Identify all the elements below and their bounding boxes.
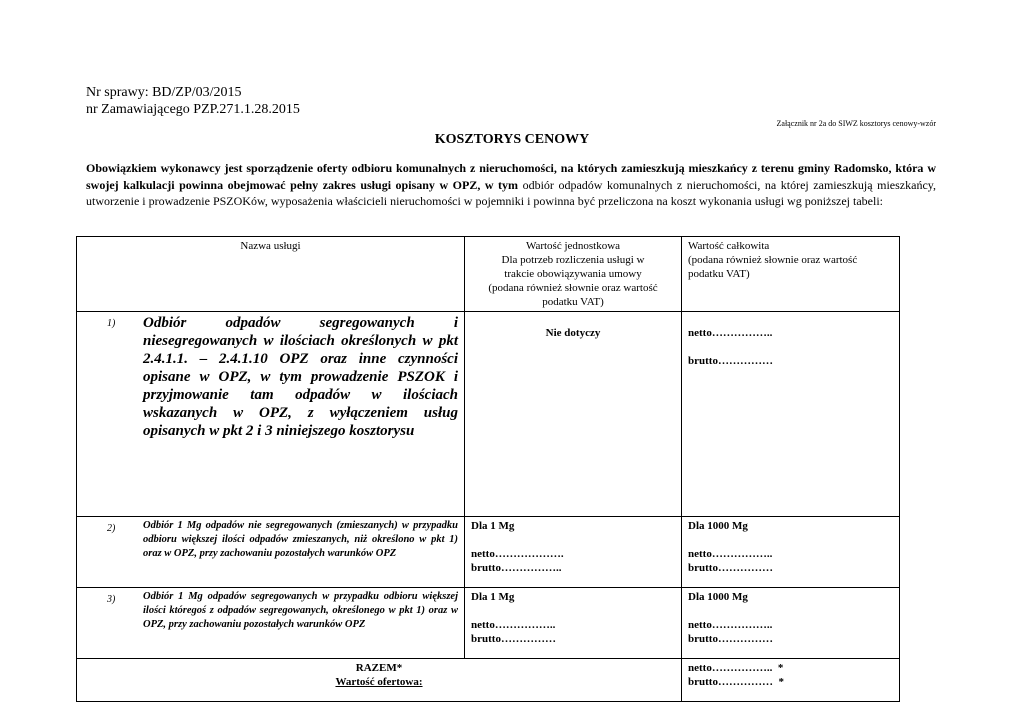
summary-sublabel: Wartość ofertowa: [335,676,423,688]
row3-total-cell [682,588,900,659]
table-row [77,588,900,659]
row3-total-net: netto…………….. [688,619,773,631]
summary-total-net: netto…………….. * [688,662,784,674]
row2-number: 2) [107,523,116,534]
header-service-name-label: Nazwa usługi [240,240,301,252]
header-total-value [682,237,900,312]
attachment-note: Załącznik nr 2a do SIWZ kosztorys cenowy-wzór [776,119,936,128]
row2-total-gross: brutto…………… [688,562,773,574]
table-row [77,517,900,588]
row3-description-cell [77,588,465,659]
row2-unit-net: netto………………. [471,548,564,560]
summary-row [77,659,900,702]
case-number: Nr sprawy: BD/ZP/03/2015 [86,85,242,100]
row1-unit: Nie dotyczy [545,327,601,339]
client-number: nr Zamawiającego PZP.271.1.28.2015 [86,102,300,117]
header-unit-value-sub4: podatku VAT) [542,296,604,308]
row2-total-head: Dla 1000 Mg [688,520,748,532]
row3-total-gross: brutto…………… [688,633,773,645]
row2-unit-head: Dla 1 Mg [471,520,515,532]
intro-paragraph [86,160,936,210]
row1-description-cell [77,312,465,517]
row2-description: Odbiór 1 Mg odpadów nie segregowanych (zmieszanych) w przypadku odbioru większej ilości odpadów zmieszanych, niż określono w pkt 1) oraz w OPZ, przy zachowaniu pozostałych warunków OPZ [143,520,458,559]
table-row [77,312,900,517]
row2-unit-gross: brutto…………….. [471,562,562,574]
header-unit-value-sub3: (podana również słownie oraz wartość [488,282,658,294]
summary-total-gross: brutto…………… * [688,676,784,688]
row2-total-cell [682,517,900,588]
row3-unit-net: netto…………….. [471,619,556,631]
summary-label-cell [77,659,682,702]
header-unit-value-label: Wartość jednostkowa [525,240,621,252]
summary-total-cell [682,659,900,702]
row3-description: Odbiór 1 Mg odpadów segregowanych w przypadku odbioru większej ilości któregoś z odpadów segregowanych, określonego w pkt 1) oraz w OPZ, przy zachowaniu pozostałych warunków OPZ [143,591,458,630]
page-title: KOSZTORYS CENOWY [434,132,590,147]
row3-unit-head: Dla 1 Mg [471,591,515,603]
row2-total-net: netto…………….. [688,548,773,560]
row3-unit-gross: brutto…………… [471,633,556,645]
row1-total-gross: brutto…………… [688,355,773,367]
intro-bold-text: Obowiązkiem wykonawcy jest sporządzenie oferty odbioru komunalnych z nieruchomości, na których zamieszkują mieszkańcy z terenu gminy Radomsko, która w swojej kalkulacji powinna obejmować pełny zakres usługi opisany w OPZ, w tym [86,161,936,192]
header-total-value-label: Wartość całkowita [688,240,770,252]
row1-number: 1) [107,318,116,329]
cost-table [76,236,900,702]
header-unit-value-sub1: Dla potrzeb rozliczenia usługi w [501,254,645,266]
intro-normal-text: odbiór odpadów komunalnych z nieruchomości, na której zamieszkują mieszkańcy, utworzenie i prowadzenie PSZOKów, wyposażenia właścicieli nieruchomości w pojemniki i powinna być przeliczona na koszt wykonania usługi wg poniższej tabeli: [86,177,936,208]
summary-label: RAZEM* [355,662,403,674]
row3-total-head: Dla 1000 Mg [688,591,748,603]
header-total-value-sub1: (podana również słownie oraz wartość [688,254,858,266]
row2-description-cell [77,517,465,588]
row3-unit-cell [465,588,682,659]
header-unit-value [465,237,682,312]
row1-description: Odbiór odpadów segregowanych i niesegregowanych w ilościach określonych w pkt 2.4.1.1. – 2.4.1.10 OPZ oraz inne czynności opisane w OPZ, w tym prowadzenie PSZOK i przyjmowanie tam odpadów w ilościach wskazanych w OPZ, z wyłączeniem usług opisanych w pkt 2 i 3 niniejszego kosztorysu [143,315,458,439]
row3-number: 3) [107,594,116,605]
row2-unit-cell [465,517,682,588]
row1-unit-cell [465,312,682,517]
row1-total-cell [682,312,900,517]
table-header-row [77,237,900,312]
row1-total-net: netto…………….. [688,327,773,339]
header-service-name [77,237,465,312]
header-total-value-sub2: podatku VAT) [688,268,750,280]
header-unit-value-sub2: trakcie obowiązywania umowy [504,268,642,280]
